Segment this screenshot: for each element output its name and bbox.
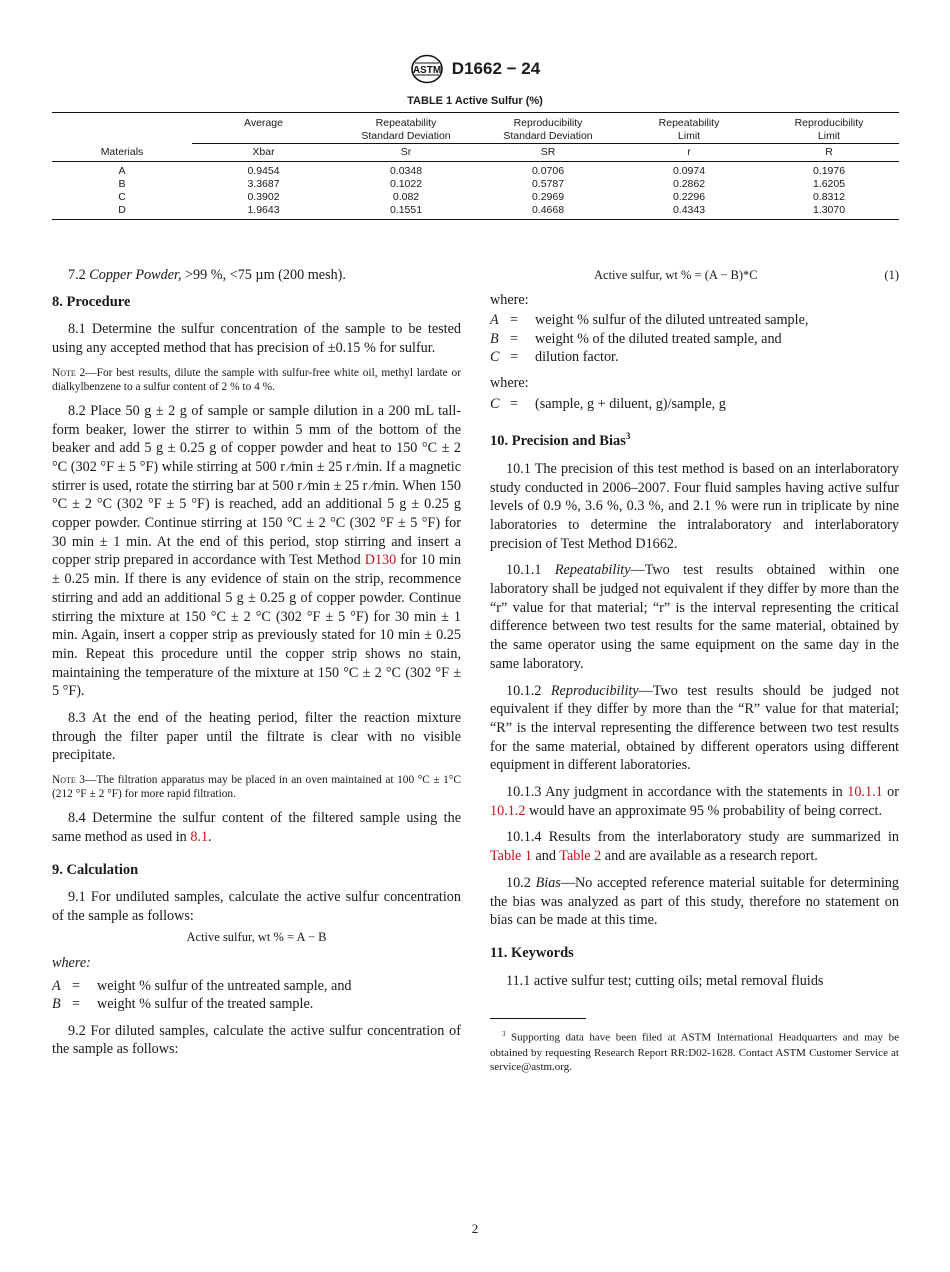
section-number: 10.2	[506, 874, 531, 891]
table-row	[52, 178, 899, 191]
table-cell: 1.3070	[759, 204, 899, 220]
equals-sign: =	[72, 978, 81, 995]
equation-undiluted: Active sulfur, wt % = A − B	[186, 929, 327, 944]
table-cell: 1.9643	[192, 204, 335, 220]
footnote-number: 3	[502, 1030, 506, 1039]
note-label: Note	[52, 366, 76, 379]
reference-link-table-1[interactable]: Table 1	[490, 848, 532, 865]
header-cell: Reproducibility Limit	[759, 113, 899, 144]
paragraph-text: or	[882, 784, 899, 801]
table-cell: 0.1976	[759, 162, 899, 179]
header-cell: Average	[192, 113, 335, 144]
note-3	[52, 773, 461, 801]
footnote-3	[490, 1027, 899, 1074]
where-text: where:	[52, 955, 91, 972]
paragraph-11-1: 11.1 active sulfur test; cutting oils; metal removal fluids	[506, 972, 824, 989]
definition: weight % sulfur of the untreated sample, and	[97, 978, 352, 995]
paragraph-text: for 10 min ± 0.25 min. If there is any evidence of stain on the strip, recommence stirring and add an additional 5 g ± 0.25 g of copper powder. Continue stirring the mixture at 150 °C ± 2 °C (302 °F ± 5 °F) for 30 min ± 1 min. Again, insert a copper strip as previously stated for 10 min ± 0.25 min. Repeat this procedure until the copper strip shows no stain, maintaining the temperature of the mixture at 150 °C ± 2 °C (302 °F ± 5 °F).	[52, 552, 461, 700]
table-cell: 0.2862	[672, 178, 706, 190]
table-row	[52, 162, 899, 179]
section-8-heading: 8. Procedure	[52, 293, 131, 310]
italic-term: Copper Powder,	[89, 267, 182, 283]
table-row	[52, 191, 899, 204]
paragraph-text: >99 %, <75 µm (200 mesh).	[181, 267, 346, 283]
paragraph-10-1-2	[490, 682, 899, 776]
page-header	[0, 54, 950, 84]
left-column	[52, 266, 461, 1059]
reference-link-table-2[interactable]: Table 2	[559, 848, 602, 865]
variable: B	[52, 996, 61, 1013]
reference-link-d130[interactable]: D130	[364, 552, 397, 569]
paragraph-8-1: 8.1 Determine the sulfur concentration of the sample to be tested using any accepted method that has precision of ±0.15 % for sulfur.	[52, 321, 461, 357]
reference-link-10-1-2[interactable]: 10.1.2	[490, 802, 526, 819]
paragraph-text: 10.1.4 Results from the interlaboratory study are summarized in	[506, 829, 899, 846]
header-cell: R	[759, 144, 899, 162]
paragraph-text: and	[531, 848, 560, 865]
header-cell: Repeatability Standard Deviation	[335, 113, 477, 144]
paragraph-9-2: 9.2 For diluted samples, calculate the active sulfur concentration of the sample as follows:	[52, 1022, 461, 1058]
note-text: 2—For best results, dilute the sample with sulfur-free white oil, methyl lardate or dialkylbenzene to a sulfur content of 2 % to 4 %.	[52, 366, 461, 393]
definition-row	[490, 348, 899, 366]
table-cell: 0.082	[392, 191, 420, 203]
header-cell: Materials	[100, 145, 144, 158]
table-cell: 0.2296	[672, 191, 706, 203]
paragraph-text: 10.1.3 Any judgment in accordance with the statements in	[506, 784, 848, 801]
standard-designation: D1662 − 24	[451, 59, 541, 78]
note-label: Note	[52, 774, 76, 787]
reference-link-10-1-1[interactable]: 10.1.1	[847, 784, 883, 801]
variable-definitions-2	[490, 311, 899, 366]
equals-sign: =	[510, 349, 519, 365]
variable: C	[490, 349, 500, 365]
header-cell: SR	[477, 144, 619, 162]
definition: weight % of the diluted treated sample, and	[535, 330, 782, 347]
table-cell: 1.6205	[812, 178, 846, 190]
table-cell: 0.0348	[335, 162, 477, 179]
footnote-marker[interactable]: 3	[625, 431, 631, 442]
paragraph-text: would have an approximate 95 % probability of being correct.	[525, 802, 883, 819]
table-cell: C	[118, 191, 126, 203]
paragraph-10-1-1	[490, 561, 899, 673]
paragraph-8-2	[52, 402, 461, 701]
reference-link-8-1[interactable]: 8.1	[190, 828, 209, 845]
paragraph-text: and are available as a research report.	[601, 848, 818, 865]
paragraph-9-1: 9.1 For undiluted samples, calculate the active sulfur concentration of the sample as follows:	[52, 889, 461, 924]
paragraph-text: —Two test results obtained within one laboratory shall be judged not equivalent if they differ by more than the “r” value for that material; “r” is the interval representing the critical difference between two test results for the same material, obtained by the same operator using the same equipment on the same day in the same laboratory.	[490, 562, 899, 672]
table-cell: 0.9454	[192, 162, 335, 179]
header-cell: Reproducibility Standard Deviation	[477, 113, 619, 144]
variable: C	[490, 396, 500, 412]
equals-sign: =	[510, 330, 519, 347]
header-cell: Sr	[335, 144, 477, 162]
paragraph-10-1-4	[490, 828, 899, 865]
paragraph-8-3: 8.3 At the end of the heating period, filter the reaction mixture through the filter paper until the filtrate is clear with no visible precipitate.	[52, 710, 461, 764]
page-number: 2	[471, 1221, 479, 1236]
table-cell: 0.5787	[531, 178, 565, 190]
definition: weight % sulfur of the treated sample.	[97, 996, 314, 1013]
table-header-row-1	[52, 113, 899, 144]
table-cell: 0.0974	[619, 162, 759, 179]
definition-row	[490, 395, 899, 413]
note-2	[52, 366, 461, 394]
table-cell: 0.8312	[812, 191, 846, 203]
definition-row	[490, 330, 899, 348]
definition: dilution factor.	[535, 349, 619, 365]
equation-number: (1)	[884, 268, 899, 282]
equals-sign: =	[72, 996, 81, 1013]
paragraph-text: —No accepted reference material suitable for determining the bias was analyzed as part of this study, therefore no statement on bias can be made at this time.	[490, 874, 899, 929]
table-cell: 0.2969	[531, 191, 565, 203]
variable: A	[52, 978, 61, 995]
definition: (sample, g + diluent, g)/sample, g	[535, 396, 726, 412]
section-number: 10.1.1	[506, 562, 542, 579]
note-text: 3—The filtration apparatus may be placed in an oven maintained at 100 °C ± 1°C (212 °F ± 2 °F) for more rapid filtration.	[52, 774, 461, 801]
right-column	[490, 266, 899, 1075]
table-cell: 0.1551	[335, 204, 477, 220]
table-cell: 0.4343	[619, 204, 759, 220]
section-9-heading: 9. Calculation	[52, 861, 139, 878]
table-cell: 3.3687	[247, 178, 280, 190]
table-title: TABLE 1 Active Sulfur (%)	[407, 95, 543, 107]
section-number: 10.1.2	[506, 682, 542, 699]
paragraph-text: .	[208, 828, 212, 845]
astm-logo-icon	[410, 54, 444, 84]
table-cell: 0.1022	[389, 178, 423, 190]
footnote-divider	[490, 1018, 586, 1019]
definition-row	[52, 995, 461, 1013]
italic-term: Reproducibility	[550, 682, 639, 699]
paragraph-text: —Two test results should be judged not equivalent if they differ by more than the “R” value for that material; “R” is the interval representing the difference between two test results for the same material, obtained by different operators using different equipment in different laboratories.	[490, 682, 900, 774]
header-cell: Xbar	[192, 144, 335, 162]
definition-row	[490, 311, 899, 329]
header-cell: r	[619, 144, 759, 162]
definition: weight % sulfur of the diluted untreated sample,	[535, 312, 809, 329]
italic-term: Repeatability	[554, 562, 631, 579]
svg-text:ASTM: ASTM	[412, 65, 441, 76]
where-label: where:	[490, 291, 529, 308]
section-10-heading	[490, 427, 899, 451]
equation-text: Active sulfur, wt % = (A − B)*C	[594, 268, 758, 282]
equals-sign: =	[510, 312, 519, 329]
header-cell: Repeatability Limit	[619, 113, 759, 144]
footnote-text: Supporting data have been filed at ASTM International Headquarters and may be obtained by requesting Research Report RR:D02-1628. Contact ASTM Customer Service at service@astm.org.	[490, 1032, 899, 1074]
table-cell: B	[118, 178, 126, 190]
section-number: 7.2	[68, 267, 86, 283]
paragraph-text: 8.2 Place 50 g ± 2 g of sample or sample dilution in a 200 mL tall-form beaker, lower the stirrer to within 5 mm of the bottom of the beaker and add 5 g ± 0.25 g of copper powder and heat to 150 °C ± 2 °C (302 °F ± 5 °F) while stirring at 500 r ⁄min ± 25 r ⁄min. If a magnetic stirrer is used, rotate the stirring bar at 500 r ⁄min ± 25 r ⁄min. When 150 °C ± 2 °C (302 °F ± 5 °F) is reached, add an additional 5 g ± 0.25 g copper powder. Continue stirring at 150 °C ± 2 °C (302 °F ± 5 °F) for 30 min ± 1 min. At the end of this period, stop stirring and insert a copper strip prepared in accordance with Test Method	[52, 402, 461, 569]
variable: B	[490, 330, 499, 347]
table-row	[52, 204, 899, 220]
where-label: where:	[490, 375, 529, 392]
where-label	[52, 954, 461, 973]
italic-term: Bias	[535, 874, 561, 891]
paragraph-10-2	[490, 874, 899, 930]
paragraph-10-1-3	[490, 783, 899, 820]
variable-definitions-1	[52, 977, 461, 1014]
header-cell	[52, 113, 192, 144]
paragraph-7-2	[52, 266, 461, 285]
active-sulfur-table	[52, 112, 899, 220]
table-cell: 0.0706	[477, 162, 619, 179]
paragraph-10-1: 10.1 The precision of this test method is based on an interlaboratory study conducted in 2006–2007. Four fluid samples having active sulfur levels of 0.9 %, 3.6 %, 0.3 %, and 2.1 % were run in triplicate by nine laboratories to determine the intralaboratory and interlaboratory precision of Test Method D1662.	[490, 460, 899, 552]
variable: A	[490, 312, 499, 329]
section-11-heading: 11. Keywords	[490, 945, 574, 961]
table-header-row-2	[52, 144, 899, 162]
definition-row	[52, 977, 461, 995]
table-cell: D	[52, 204, 192, 220]
equation-diluted	[490, 266, 899, 285]
heading-text: 10. Precision and Bias	[490, 433, 626, 450]
variable-definitions-3	[490, 395, 899, 413]
table-cell: 0.4668	[477, 204, 619, 220]
table-cell: 0.3902	[247, 191, 280, 203]
paragraph-8-4	[52, 809, 461, 846]
paragraph-text: 8.4 Determine the sulfur content of the filtered sample using the same method as used in	[52, 810, 461, 845]
equals-sign: =	[510, 396, 519, 412]
table-cell: A	[52, 162, 192, 179]
